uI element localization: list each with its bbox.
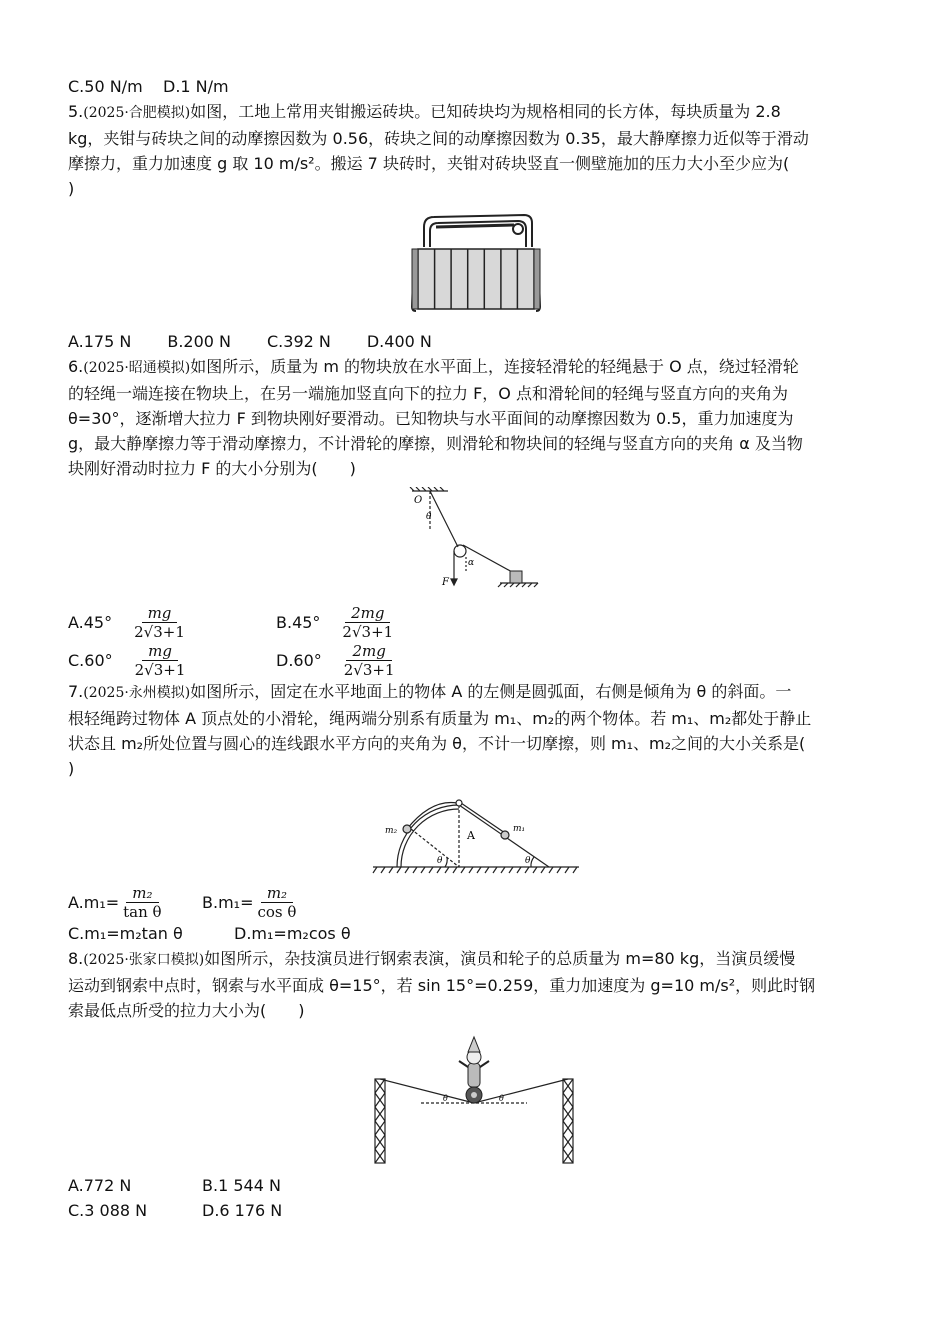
label-m1: m₁ — [512, 824, 525, 834]
question-6 — [68, 354, 883, 679]
q6-source: (2025·昭通模拟) — [83, 360, 191, 376]
q5-text-3: 摩擦力，重力加速度 g 取 10 m/s²。搬运 7 块砖时，夹钳对砖块竖直一侧壁施加的压力大小至少应为( — [68, 154, 790, 173]
q6-option-d-fraction: $\frac{2mg}{2√3+1}$ — [343, 641, 395, 679]
q8-text-2: 运动到钢索中点时，钢索与水平面成 θ=15°，若 sin 15°=0.259，重力加速度为 g=10 m/s²，则此时钢 — [68, 976, 816, 995]
q8-option-c[interactable]: C.3 088 N — [68, 1201, 148, 1220]
q7-text-4: ) — [68, 759, 75, 778]
q5-number: 5. — [68, 102, 84, 121]
q6-number: 6. — [68, 357, 84, 376]
label-theta-right: θ — [498, 1094, 504, 1103]
pulley-diagram — [404, 487, 544, 597]
label-theta: θ — [426, 512, 432, 522]
q7-text-1: 如图所示，固定在水平地面上的物体 A 的左侧是圆弧面，右侧是倾角为 θ 的斜面。一 — [190, 682, 792, 701]
question-7 — [68, 679, 883, 946]
arc-incline-diagram — [371, 787, 581, 877]
q6-text-3: θ=30°，逐渐增大拉力 F 到物块刚好要滑动。已知物块与水平面间的动摩擦因数为 0.5，重力加速度为 — [68, 409, 794, 428]
q5-text-2: kg，夹钳与砖块之间的动摩擦因数为 0.56，砖块之间的动摩擦因数为 0.35，最大静摩擦力近似等于滑动 — [68, 129, 809, 148]
q8-number: 8. — [68, 949, 84, 968]
q7-option-c[interactable]: C.m₁=m₂tan θ — [68, 924, 183, 943]
q8-text-1: 如图所示，杂技演员进行钢索表演，演员和轮子的总质量为 m=80 kg，当演员缓慢 — [204, 949, 796, 968]
q8-text-3: 索最低点所受的拉力大小为( ) — [68, 1001, 305, 1020]
q5-options — [68, 329, 883, 354]
q7-option-a-fraction: $\frac{\text{m₂}}{\text{tan θ}}$ — [123, 883, 162, 921]
label-o: O — [414, 495, 423, 506]
q7-option-d[interactable]: D.m₁=m₂cos θ — [234, 924, 351, 943]
q8-source: (2025·张家口模拟) — [83, 952, 205, 968]
q8-figure-tightrope — [68, 1029, 883, 1169]
q6-text-2: 的轻绳一端连接在物块上，在另一端施加竖直向下的拉力 F，O 点和滑轮间的轻绳与竖直方向的夹角为 — [68, 384, 788, 403]
q7-number: 7. — [68, 682, 84, 701]
q7-options-row-1 — [68, 883, 883, 921]
q6-option-a-fraction: $\frac{mg}{2√3+1}$ — [134, 603, 185, 641]
label-alpha: α — [468, 558, 475, 568]
q7-text-3: 状态且 m₂所处位置与圆心的连线跟水平方向的夹角为 θ，不计一切摩擦，则 m₁、m₂之间的大小关系是( — [68, 734, 806, 753]
q5-figure-brick-tongs — [68, 207, 883, 325]
q5-option-d[interactable]: D.400 N — [366, 332, 432, 351]
q4-options — [68, 74, 883, 99]
label-theta-1: θ — [436, 856, 442, 866]
q5-text-1: 如图，工地上常用夹钳搬运砖块。已知砖块均为规格相同的长方体，每块质量为 2.8 — [190, 102, 781, 121]
label-a: A — [466, 829, 475, 842]
question-8 — [68, 946, 883, 1223]
q6-option-d[interactable]: D.60° $\frac{2mg}{2√3+1}$ — [276, 642, 399, 679]
q7-source: (2025·永州模拟) — [83, 685, 191, 701]
q5-text-4: ) — [68, 179, 75, 198]
q6-option-b[interactable]: B.45° $\frac{2mg}{2√3+1}$ — [276, 604, 397, 641]
q4-option-c: C.50 N/m — [68, 77, 143, 96]
q7-option-b[interactable]: B.m₁= $\frac{\text{m₂}}{\text{cos θ}}$ — [202, 884, 300, 921]
q4-option-d: D.1 N/m — [163, 77, 229, 96]
q8-options-row-1 — [68, 1173, 883, 1198]
q6-option-c-fraction: $\frac{mg}{2√3+1}$ — [134, 641, 186, 679]
q6-options-row-2 — [68, 641, 883, 679]
question-5 — [68, 99, 883, 354]
q7-option-a[interactable]: A.m₁= $\frac{\text{m₂}}{\text{tan θ}}$ — [68, 884, 202, 921]
q8-option-d[interactable]: D.6 176 N — [202, 1201, 283, 1220]
q6-option-a[interactable]: A.45° $\frac{mg}{2√3+1}$ — [68, 604, 236, 641]
q6-options-row-1 — [68, 603, 883, 641]
q6-text-4: g，最大静摩擦力等于滑动摩擦力，不计滑轮的摩擦，则滑轮和物块间的轻绳与竖直方向的夹角 α 及当物 — [68, 434, 803, 453]
q6-figure-pulley — [68, 487, 883, 599]
q6-option-b-fraction: $\frac{2mg}{2√3+1}$ — [342, 603, 394, 641]
brick-tongs-illustration — [406, 207, 546, 319]
q7-option-b-fraction: $\frac{\text{m₂}}{\text{cos θ}}$ — [257, 883, 297, 921]
q5-source: (2025·合肥模拟) — [83, 105, 191, 121]
q7-options-row-2 — [68, 921, 883, 946]
exam-page — [68, 74, 883, 1223]
label-f: F — [442, 577, 449, 588]
q5-option-b[interactable]: B.200 N — [167, 332, 231, 351]
q5-option-a[interactable]: A.175 N — [68, 332, 132, 351]
q7-figure-arc-incline — [68, 787, 883, 879]
q6-text-1: 如图所示，质量为 m 的物块放在水平面上，连接轻滑轮的轻绳悬于 O 点，绕过轻滑轮 — [190, 357, 799, 376]
label-theta-left: θ — [442, 1094, 448, 1103]
label-theta-2: θ — [524, 856, 530, 866]
tightrope-diagram — [371, 1029, 581, 1165]
q6-option-c[interactable]: C.60° $\frac{mg}{2√3+1}$ — [68, 642, 236, 679]
q8-options-row-2 — [68, 1198, 883, 1223]
q7-text-2: 根轻绳跨过物体 A 顶点处的小滑轮，绳两端分别系有质量为 m₁、m₂的两个物体。若 m₁、m₂都处于静止 — [68, 709, 812, 728]
q8-option-b[interactable]: B.1 544 N — [202, 1176, 281, 1195]
q8-option-a[interactable]: A.772 N — [68, 1176, 132, 1195]
q6-text-5: 块刚好滑动时拉力 F 的大小分别为( ) — [68, 459, 356, 478]
label-m2: m₂ — [384, 826, 397, 836]
q5-option-c[interactable]: C.392 N — [267, 332, 331, 351]
